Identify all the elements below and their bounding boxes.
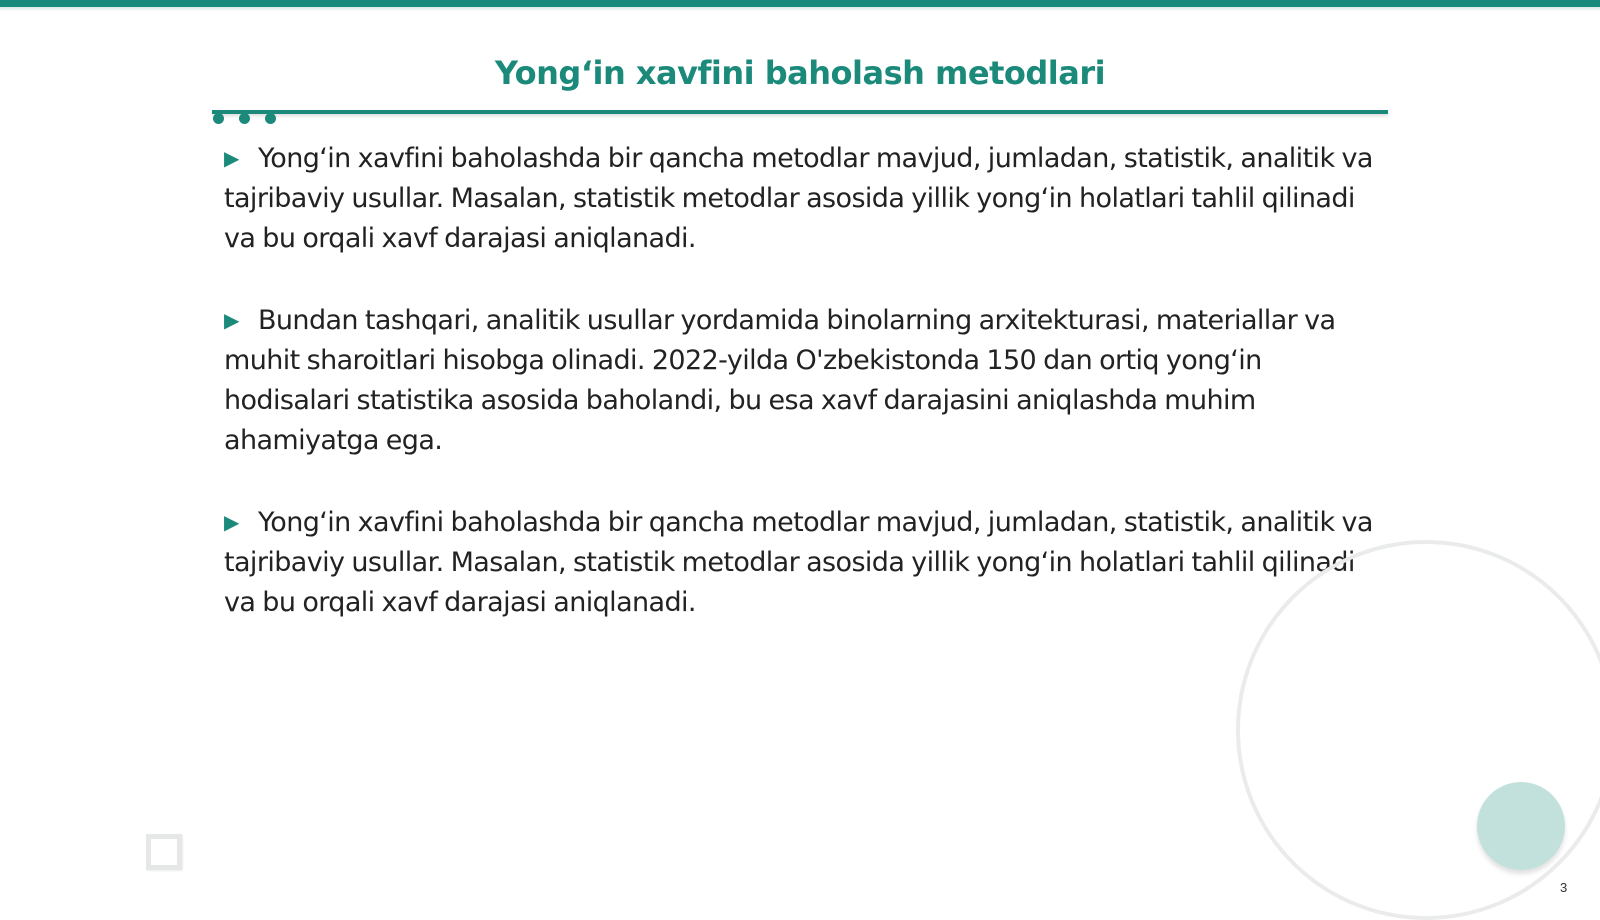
bullet-item <box>224 138 1374 259</box>
decorative-ring <box>1236 540 1600 920</box>
triangle-right-icon: ▶ <box>224 510 239 534</box>
decorative-square <box>146 834 182 870</box>
bullet-item <box>224 502 1374 623</box>
title-underline <box>212 110 1388 114</box>
bullet-text: Yong‘in xavfini baholashda bir qancha metodlar mavjud, jumladan, statistik, analitik va tajribaviy usullar. Masalan, statistik metodlar asosida yillik yong‘in holatlari tahlil qilinadi va bu orqali xavf darajasi aniqlanadi. <box>224 507 1373 618</box>
underline-dot <box>265 113 276 124</box>
decorative-circle <box>1477 782 1565 870</box>
bullet-text: Bundan tashqari, analitik usullar yordamida binolarning arxitekturasi, materiallar va muhit sharoitlari hisobga olinadi. 2022-yilda O'zbekistonda 150 dan ortiq yong‘in hodisalari statistika asosida baholandi, bu esa xavf darajasini aniqlashda muhim ahamiyatga ega. <box>224 305 1336 456</box>
underline-dot <box>213 113 224 124</box>
bullet-item <box>224 300 1374 461</box>
underline-dot <box>239 113 250 124</box>
triangle-right-icon: ▶ <box>224 146 239 170</box>
triangle-right-icon: ▶ <box>224 308 239 332</box>
bullet-text: Yong‘in xavfini baholashda bir qancha metodlar mavjud, jumladan, statistik, analitik va tajribaviy usullar. Masalan, statistik metodlar asosida yillik yong‘in holatlari tahlil qilinadi va bu orqali xavf darajasi aniqlanadi. <box>224 143 1373 254</box>
bullet-list <box>224 138 1374 664</box>
top-accent-bar <box>0 0 1600 7</box>
top-accent-bar-shadow <box>0 7 1600 11</box>
slide-title: Yong‘in xavfini baholash metodlari <box>494 54 1106 92</box>
page-number: 3 <box>1560 880 1568 895</box>
